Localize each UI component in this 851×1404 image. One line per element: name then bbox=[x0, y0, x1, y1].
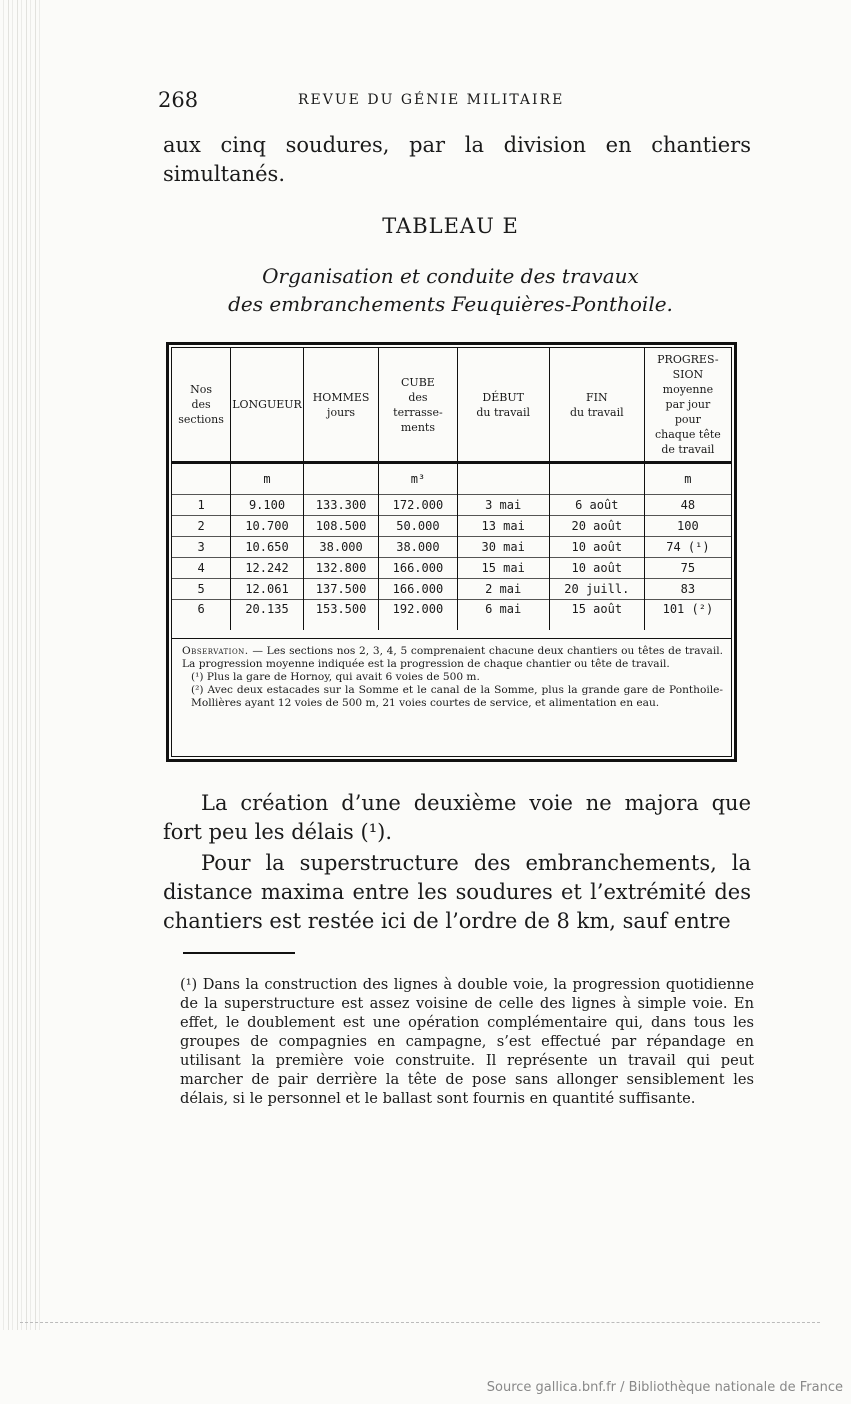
paragraph-superstructure: Pour la superstructure des embranchements, la distance maxima entre les soudures et l’extrémité des chantiers est restée ici de l’ordre de 8 km, sauf entre bbox=[163, 851, 751, 933]
unit-cell bbox=[303, 463, 378, 495]
column-header-line: chaque tête bbox=[655, 428, 721, 441]
table-subtitle-line-1: Organisation et conduite des travaux bbox=[262, 264, 639, 288]
page-binding-edge bbox=[0, 0, 40, 1330]
table-cell: 48 bbox=[644, 495, 731, 516]
column-header-line: des bbox=[408, 390, 428, 404]
table-cell: 50.000 bbox=[379, 516, 457, 537]
table-row bbox=[172, 516, 731, 537]
footnote: (¹) Dans la construction des lignes à double voie, la progression quotidienne de la superstructure est assez voisine de celle des lignes à simple voie. En effet, le doublement est une opération complémentaire qui, dans tous les groupes de compagnies en campagne, s’est effectué par répandage en utilisant la première voie construite. Il représente un travail qui peut marcher de pair derrière la tête de pose sans allonger sensiblement les délais, si le personnel et le ballast sont fournis en quantité suffisante. bbox=[180, 976, 754, 1107]
column-header-line: FIN bbox=[585, 390, 608, 404]
table-inner-frame bbox=[171, 347, 732, 757]
column-header bbox=[172, 348, 231, 463]
column-header bbox=[231, 348, 304, 463]
page-bottom-edge bbox=[20, 1322, 820, 1323]
table-cell: 6 bbox=[172, 600, 231, 631]
unit-cell: m bbox=[231, 463, 304, 495]
unit-cell bbox=[172, 463, 231, 495]
paragraph-creation-deuxieme-voie: La création d’une deuxième voie ne majora que fort peu les délais (¹). bbox=[163, 791, 751, 844]
column-header-line: jours bbox=[327, 405, 356, 419]
column-header-line: SION bbox=[672, 368, 704, 381]
table-row bbox=[172, 537, 731, 558]
column-header-line: ments bbox=[400, 420, 435, 434]
table-cell: 100 bbox=[644, 516, 731, 537]
table-cell: 12.242 bbox=[231, 558, 304, 579]
observation-text: — Les sections nos 2, 3, 4, 5 comprenaient chacune deux chantiers ou têtes de travail. La progression moyenne indiquée est la progression de chaque chantier ou tête de travail. bbox=[182, 645, 723, 670]
table-heading: TABLEAU E bbox=[382, 214, 519, 238]
table-cell: 2 bbox=[172, 516, 231, 537]
table-cell: 38.000 bbox=[379, 537, 457, 558]
table-cell: 20 août bbox=[549, 516, 644, 537]
table-cell: 166.000 bbox=[379, 579, 457, 600]
column-header-line: moyenne bbox=[662, 383, 714, 396]
column-header-line: sections bbox=[178, 413, 224, 426]
data-table bbox=[172, 348, 731, 630]
table-cell: 101 (²) bbox=[644, 600, 731, 631]
table-cell: 15 août bbox=[549, 600, 644, 631]
table-cell: 1 bbox=[172, 495, 231, 516]
table-cell: 10.650 bbox=[231, 537, 304, 558]
column-header-line: des bbox=[191, 398, 211, 411]
table-cell: 166.000 bbox=[379, 558, 457, 579]
table-cell: 192.000 bbox=[379, 600, 457, 631]
unit-cell: m bbox=[684, 472, 692, 486]
table-cell: 20.135 bbox=[231, 600, 304, 631]
table-cell: 172.000 bbox=[379, 495, 457, 516]
table-cell: 137.500 bbox=[303, 579, 378, 600]
observation-paragraph bbox=[182, 645, 723, 671]
table-cell: 132.800 bbox=[303, 558, 378, 579]
table-cell: 6 août bbox=[549, 495, 644, 516]
journal-title: REVUE DU GÉNIE MILITAIRE bbox=[298, 92, 565, 108]
table-cell: 10.700 bbox=[231, 516, 304, 537]
column-header-line: de travail bbox=[661, 443, 715, 456]
table-cell: 83 bbox=[644, 579, 731, 600]
column-header bbox=[303, 348, 378, 463]
column-header-line: DÉBUT bbox=[482, 390, 524, 404]
table-row bbox=[172, 558, 731, 579]
column-header-line: pour bbox=[674, 413, 701, 426]
table-cell: 6 mai bbox=[457, 600, 549, 631]
table-cell: 5 bbox=[172, 579, 231, 600]
column-header-line: LONGUEUR bbox=[232, 398, 302, 411]
column-header-line: du travail bbox=[569, 405, 624, 419]
column-header-line: terrasse- bbox=[393, 405, 443, 419]
table-cell: 3 bbox=[172, 537, 231, 558]
table-cell: 9.100 bbox=[231, 495, 304, 516]
column-header bbox=[379, 348, 457, 463]
source-attribution: Source gallica.bnf.fr / Bibliothèque nationale de France bbox=[486, 1380, 843, 1395]
page-number: 268 bbox=[158, 88, 199, 112]
table-cell: 4 bbox=[172, 558, 231, 579]
footnote-rule bbox=[183, 952, 295, 954]
observation-note-2: (²) Avec deux estacades sur la Somme et le canal de la Somme, plus la grande gare de Ponthoile-Mollières ayant 12 voies de 500 m, 21 voies courtes de service, et alimentation en eau. bbox=[191, 684, 723, 709]
column-header bbox=[457, 348, 549, 463]
table-row bbox=[172, 579, 731, 600]
table-body bbox=[172, 463, 731, 631]
table-cell: 153.500 bbox=[303, 600, 378, 631]
column-header-line: du travail bbox=[476, 405, 530, 419]
column-header-line: Nos bbox=[190, 383, 213, 396]
column-header-line: CUBE bbox=[401, 375, 435, 389]
column-header-line: HOMMES bbox=[312, 390, 370, 404]
table-subtitle bbox=[0, 262, 851, 318]
unit-cell bbox=[549, 463, 644, 495]
observation-note-1: (¹) Plus la gare de Hornoy, qui avait 6 voies de 500 m. bbox=[191, 671, 480, 683]
column-header bbox=[644, 348, 731, 463]
table-cell: 38.000 bbox=[303, 537, 378, 558]
table-cell: 13 mai bbox=[457, 516, 549, 537]
observation-label: Observation. bbox=[182, 645, 249, 657]
unit-cell bbox=[457, 463, 549, 495]
table-subtitle-line-2: des embranchements Feuquières-Ponthoile. bbox=[228, 292, 673, 316]
table-row bbox=[172, 600, 731, 631]
table-cell: 75 bbox=[644, 558, 731, 579]
table-row bbox=[172, 495, 731, 516]
column-header bbox=[549, 348, 644, 463]
continuation-text: aux cinq soudures, par la division en chantiers simultanés. bbox=[163, 133, 751, 186]
table-cell: 133.300 bbox=[303, 495, 378, 516]
table-cell: 10 août bbox=[549, 558, 644, 579]
running-head bbox=[158, 88, 738, 118]
unit-cell: m³ bbox=[379, 463, 457, 495]
table-observation bbox=[172, 638, 731, 710]
table-cell: 30 mai bbox=[457, 537, 549, 558]
table-cell: 20 juill. bbox=[549, 579, 644, 600]
table-cell: 12.061 bbox=[231, 579, 304, 600]
units-row bbox=[172, 463, 731, 495]
table-cell: 2 mai bbox=[457, 579, 549, 600]
table-e bbox=[166, 342, 737, 762]
table-cell: 74 (¹) bbox=[644, 537, 731, 558]
table-header-row bbox=[172, 348, 731, 463]
column-header-line: PROGRES- bbox=[657, 353, 719, 366]
column-header-line: par jour bbox=[665, 398, 711, 411]
table-cell: 3 mai bbox=[457, 495, 549, 516]
table-cell: 108.500 bbox=[303, 516, 378, 537]
table-cell: 15 mai bbox=[457, 558, 549, 579]
table-cell: 10 août bbox=[549, 537, 644, 558]
